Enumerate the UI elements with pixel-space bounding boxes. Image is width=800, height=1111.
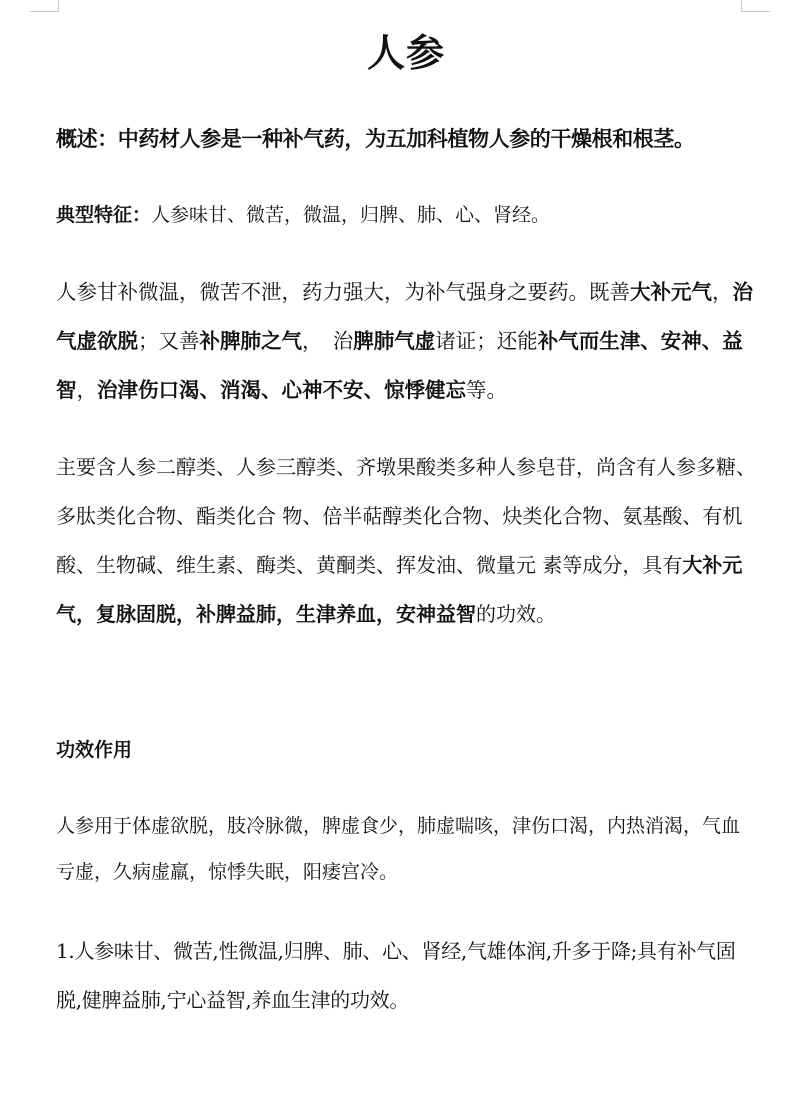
text-run: ；又善 <box>138 329 200 353</box>
text-run: ， <box>76 378 97 402</box>
document-title: 人参 <box>366 31 445 75</box>
bold-run: 补脾肺之气 <box>199 329 302 353</box>
text-run: 的功效。 <box>476 602 556 626</box>
indications-paragraph: 人参用于体虚欲脱，肢冷脉微，脾虚食少，肺虚喘咳，津伤口渴，内热消渴，气血亏虚，久病虚羸，惊悸失眠，阳痿宫冷。 <box>56 815 741 883</box>
overview-paragraph: 概述：中药材人参是一种补气药，为五加科植物人参的干燥根和根茎。 <box>56 127 695 151</box>
bold-run: 治气虚欲脱 <box>56 280 753 353</box>
bold-run: 补气而生津、安神、益智 <box>56 329 743 402</box>
text-run: 诸证；还能 <box>435 329 538 353</box>
efficacy-summary-paragraph <box>56 268 756 415</box>
numbered-paragraph-1: 1.人参味甘、微苦,性微温,归脾、肺、心、肾经,气雄体润,升多于降;具有补气固脱,健脾益肺,宁心益智,养血生津的功效。 <box>56 939 736 1012</box>
features-label: 典型特征： <box>56 204 152 226</box>
crop-mark-top-right <box>741 0 770 12</box>
text-run: 人参甘补微温，微苦不泄，药力强大，为补气强身之要药。既善 <box>56 280 630 304</box>
section-heading: 功效作用 <box>56 739 133 761</box>
bold-run: 大补元气 <box>630 280 712 304</box>
features-paragraph <box>56 195 756 235</box>
composition-paragraph <box>56 443 756 639</box>
text-run: ， <box>712 280 733 304</box>
crop-mark-top-left <box>30 0 59 12</box>
bold-run: 脾肺气虚 <box>353 329 436 353</box>
text-run: 主要含人参二醇类、人参三醇类、齐墩果酸类多种人参皂苷，尚含有人参多糖、多肽类化合物、酯类化合 物、倍半萜醇类化合物、炔类化合物、氨基酸、有机酸、生物碱、维生素、酶类、黄酮类、挥发油、微量元 素等成分，具有 <box>56 455 756 577</box>
text-run: ， 治 <box>302 329 354 353</box>
bold-run: 大补元气，复脉固脱，补脾益肺，生津养血，安神益智 <box>56 553 743 626</box>
features-text: 人参味甘、微苦，微温，归脾、肺、心、肾经。 <box>151 204 551 226</box>
text-run: 等。 <box>466 378 507 402</box>
bold-run: 治津伤口渴、消渴、心神不安、惊悸健忘 <box>97 378 466 402</box>
